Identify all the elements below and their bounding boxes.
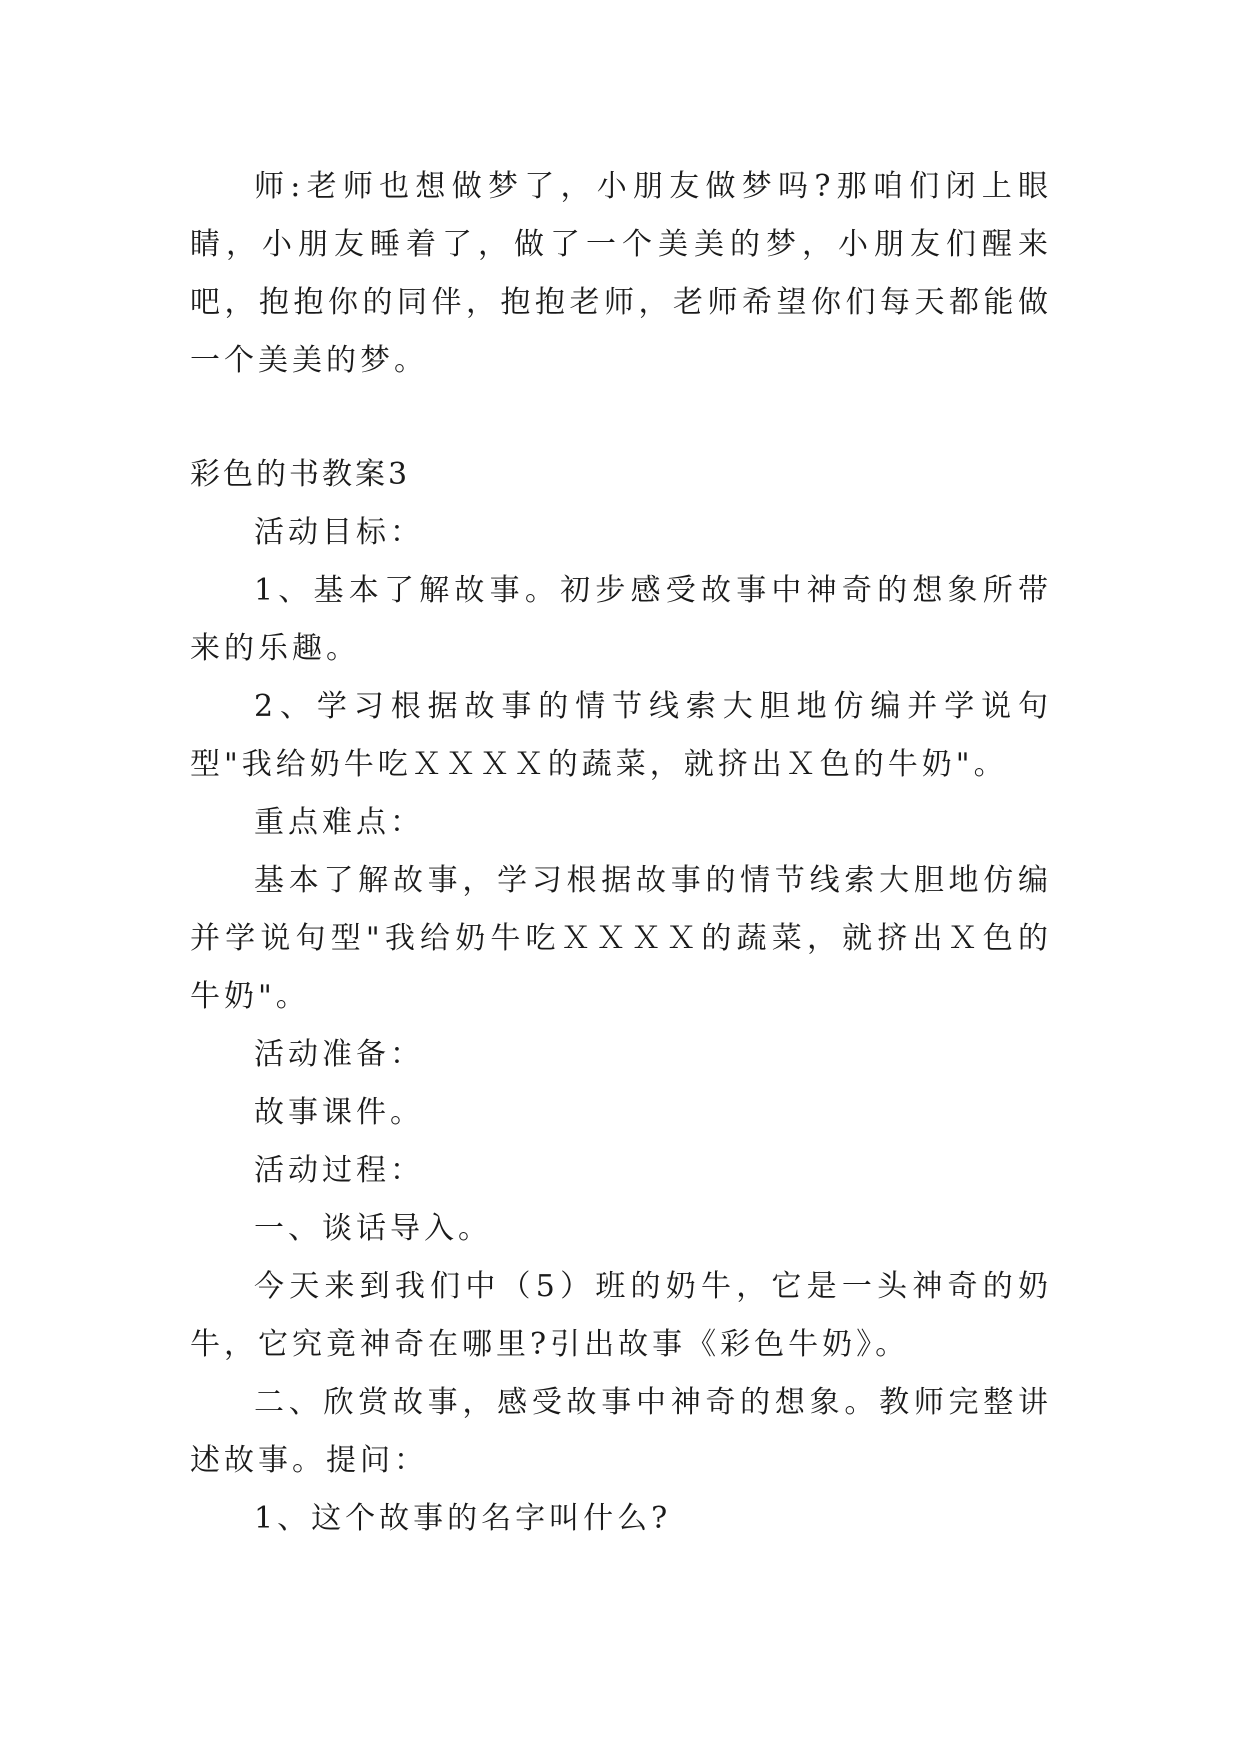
paragraph-process-label: 活动过程： [254, 1153, 424, 1188]
paragraph-preparation: 故事课件。 [254, 1095, 424, 1130]
paragraph-step-1-body: 今天来到我们中（5）班的奶牛，它是一头神奇的奶牛，它究竟神奇在哪里?引出故事《彩色牛奶》。 [190, 1269, 1052, 1362]
paragraph-goal-2: 2、学习根据故事的情节线索大胆地仿编并学说句型"我给奶牛吃ＸＸＸＸ的蔬菜，就挤出Ｘ色的牛奶"。 [190, 689, 1052, 782]
paragraph-key-points-label: 重点难点： [254, 805, 424, 840]
paragraph-goal-1: 1、基本了解故事。初步感受故事中神奇的想象所带来的乐趣。 [190, 573, 1052, 666]
paragraph-preparation-label: 活动准备： [254, 1037, 424, 1072]
paragraph-step-1-title: 一、谈话导入。 [254, 1211, 492, 1246]
intro-paragraph: 师:老师也想做梦了，小朋友做梦吗?那咱们闭上眼睛，小朋友睡着了，做了一个美美的梦，小朋友们醒来吧，抱抱你的同伴，抱抱老师，老师希望你们每天都能做一个美美的梦。 [190, 169, 1052, 378]
document-body [190, 158, 1052, 1548]
paragraph-activity-goals-label: 活动目标： [254, 515, 424, 550]
section-title: 彩色的书教案3 [190, 457, 411, 492]
paragraph-question-1: 1、这个故事的名字叫什么? [254, 1501, 672, 1536]
paragraph-key-points: 基本了解故事，学习根据故事的情节线索大胆地仿编并学说句型"我给奶牛吃ＸＸＸＸ的蔬菜，就挤出Ｘ色的牛奶"。 [190, 863, 1052, 1014]
paragraph-step-2-title: 二、欣赏故事，感受故事中神奇的想象。教师完整讲述故事。提问： [190, 1385, 1052, 1478]
